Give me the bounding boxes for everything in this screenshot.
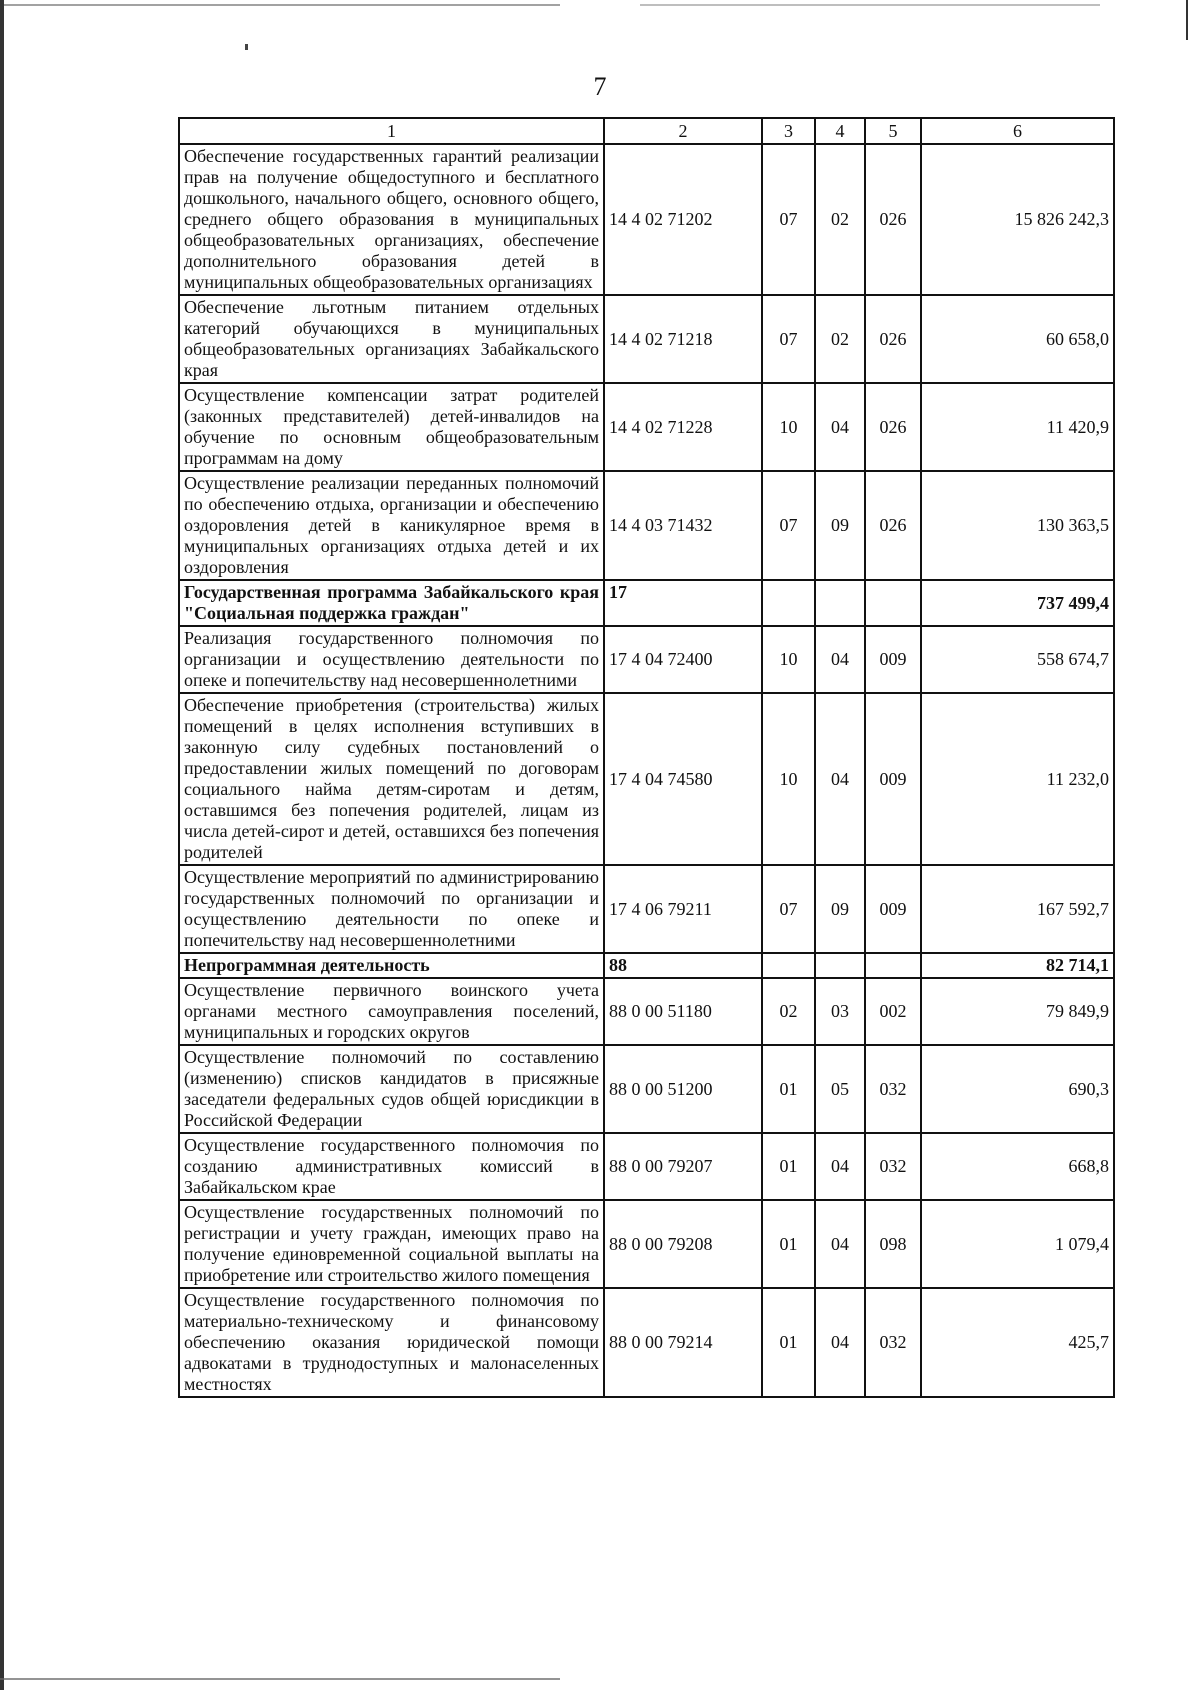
- row-expense-type-code: 026: [865, 295, 921, 383]
- row-subsection-code: 04: [815, 1200, 865, 1288]
- row-amount: 79 849,9: [921, 978, 1114, 1045]
- row-target-code: 88 0 00 79208: [604, 1200, 762, 1288]
- table-row: [179, 383, 1114, 471]
- row-amount: 11 420,9: [921, 383, 1114, 471]
- column-header: 4: [815, 118, 865, 144]
- row-target-code: 14 4 02 71202: [604, 144, 762, 295]
- table-row: [179, 626, 1114, 693]
- row-amount: 668,8: [921, 1133, 1114, 1200]
- row-target-code: 14 4 02 71228: [604, 383, 762, 471]
- row-amount: 130 363,5: [921, 471, 1114, 580]
- row-amount: 15 826 242,3: [921, 144, 1114, 295]
- page-number: 7: [593, 72, 607, 101]
- row-amount: 690,3: [921, 1045, 1114, 1133]
- row-section-code: 01: [762, 1045, 815, 1133]
- row-expense-type-code: 026: [865, 144, 921, 295]
- scan-edge-left: [0, 0, 4, 1690]
- table-row-total: [179, 953, 1114, 978]
- row-amount: 167 592,7: [921, 865, 1114, 953]
- row-subsection-code: 02: [815, 144, 865, 295]
- row-target-code: 17 4 04 74580: [604, 693, 762, 865]
- row-amount: 1 079,4: [921, 1200, 1114, 1288]
- row-section-code: 10: [762, 693, 815, 865]
- row-section-code: 07: [762, 471, 815, 580]
- row-description: Реализация государственного полномочия по организации и осуществлению деятельности по опеке и попечительству над несовершеннолетними: [179, 626, 604, 693]
- row-subsection-code: 09: [815, 471, 865, 580]
- row-description: Осуществление компенсации затрат родителей (законных представителей) детей-инвалидов на обучение по основным общеобразовательным программам на дому: [179, 383, 604, 471]
- row-amount: 11 232,0: [921, 693, 1114, 865]
- row-amount: 60 658,0: [921, 295, 1114, 383]
- row-subsection-code: [815, 580, 865, 626]
- table-row: [179, 1045, 1114, 1133]
- row-subsection-code: 04: [815, 1133, 865, 1200]
- row-target-code: 17: [604, 580, 762, 626]
- row-description: Государственная программа Забайкальского края "Социальная поддержка граждан": [179, 580, 604, 626]
- row-target-code: 88 0 00 79214: [604, 1288, 762, 1397]
- row-expense-type-code: 002: [865, 978, 921, 1045]
- row-expense-type-code: 032: [865, 1288, 921, 1397]
- row-expense-type-code: [865, 580, 921, 626]
- row-description: Осуществление первичного воинского учета органами местного самоуправления поселений, муниципальных и городских округов: [179, 978, 604, 1045]
- column-header: 3: [762, 118, 815, 144]
- row-expense-type-code: 032: [865, 1133, 921, 1200]
- scan-speck: [245, 44, 248, 50]
- row-description: Осуществление государственного полномочия по созданию административных комиссий в Забайкальском крае: [179, 1133, 604, 1200]
- table-header-row: [179, 118, 1114, 144]
- table-row: [179, 471, 1114, 580]
- row-description: Осуществление государственных полномочий по регистрации и учету граждан, имеющих право на получение единовременной социальной выплаты на приобретение или строительство жилого помещения: [179, 1200, 604, 1288]
- row-subsection-code: 04: [815, 693, 865, 865]
- row-target-code: 17 4 04 72400: [604, 626, 762, 693]
- row-description: Непрограммная деятельность: [179, 953, 604, 978]
- table-row: [179, 295, 1114, 383]
- column-header: 1: [179, 118, 604, 144]
- row-target-code: 88 0 00 51200: [604, 1045, 762, 1133]
- row-target-code: 88 0 00 79207: [604, 1133, 762, 1200]
- row-section-code: [762, 953, 815, 978]
- row-expense-type-code: 026: [865, 383, 921, 471]
- row-section-code: 07: [762, 865, 815, 953]
- row-subsection-code: 09: [815, 865, 865, 953]
- row-section-code: 07: [762, 144, 815, 295]
- row-amount: 737 499,4: [921, 580, 1114, 626]
- row-description: Обеспечение льготным питанием отдельных категорий обучающихся в муниципальных общеобразовательных организациях Забайкальского края: [179, 295, 604, 383]
- table-row: [179, 693, 1114, 865]
- row-section-code: 01: [762, 1133, 815, 1200]
- row-expense-type-code: 098: [865, 1200, 921, 1288]
- table-row: [179, 1200, 1114, 1288]
- scan-edge-right: [1186, 0, 1188, 40]
- row-subsection-code: 05: [815, 1045, 865, 1133]
- row-subsection-code: 04: [815, 383, 865, 471]
- row-expense-type-code: 032: [865, 1045, 921, 1133]
- row-subsection-code: 04: [815, 626, 865, 693]
- table-row: [179, 1133, 1114, 1200]
- row-section-code: 01: [762, 1200, 815, 1288]
- row-amount: 425,7: [921, 1288, 1114, 1397]
- row-description: Осуществление государственного полномочия по материально-техническому и финансовому обеспечению оказания юридической помощи адвокатами в труднодоступных и малонаселенных местностях: [179, 1288, 604, 1397]
- row-expense-type-code: [865, 953, 921, 978]
- row-target-code: 17 4 06 79211: [604, 865, 762, 953]
- row-subsection-code: 02: [815, 295, 865, 383]
- row-description: Осуществление полномочий по составлению (изменению) списков кандидатов в присяжные заседатели федеральных судов общей юрисдикции в Российской Федерации: [179, 1045, 604, 1133]
- row-section-code: 10: [762, 626, 815, 693]
- row-expense-type-code: 009: [865, 626, 921, 693]
- column-header: 6: [921, 118, 1114, 144]
- row-amount: 82 714,1: [921, 953, 1114, 978]
- scan-edge-bottom: [0, 1678, 560, 1680]
- table-row: [179, 144, 1114, 295]
- row-target-code: 88 0 00 51180: [604, 978, 762, 1045]
- budget-table: [178, 117, 1115, 1398]
- table-row: [179, 978, 1114, 1045]
- scan-edge-top: [0, 4, 1200, 6]
- row-subsection-code: 03: [815, 978, 865, 1045]
- row-expense-type-code: 009: [865, 865, 921, 953]
- table-row-total: [179, 580, 1114, 626]
- column-header: 5: [865, 118, 921, 144]
- table-row: [179, 865, 1114, 953]
- row-section-code: 07: [762, 295, 815, 383]
- row-target-code: 14 4 03 71432: [604, 471, 762, 580]
- row-subsection-code: 04: [815, 1288, 865, 1397]
- row-section-code: 10: [762, 383, 815, 471]
- row-target-code: 88: [604, 953, 762, 978]
- row-description: Осуществление мероприятий по администрированию государственных полномочий по организации и осуществлению деятельности по опеке и попечительству над несовершеннолетними: [179, 865, 604, 953]
- row-description: Осуществление реализации переданных полномочий по обеспечению отдыха, организации и обеспечению оздоровления детей в каникулярное время в муниципальных организациях отдыха детей и их оздоровления: [179, 471, 604, 580]
- row-expense-type-code: 009: [865, 693, 921, 865]
- column-header: 2: [604, 118, 762, 144]
- row-description: Обеспечение государственных гарантий реализации прав на получение общедоступного и бесплатного дошкольного, начального общего, основного общего, среднего общего образования в муниципальных общеобразовательных организациях, обеспечение дополнительного образования детей в муниципальных общеобразовательных организациях: [179, 144, 604, 295]
- table-row: [179, 1288, 1114, 1397]
- row-amount: 558 674,7: [921, 626, 1114, 693]
- row-section-code: [762, 580, 815, 626]
- row-section-code: 01: [762, 1288, 815, 1397]
- row-section-code: 02: [762, 978, 815, 1045]
- row-target-code: 14 4 02 71218: [604, 295, 762, 383]
- row-description: Обеспечение приобретения (строительства) жилых помещений в целях исполнения вступивших в законную силу судебных постановлений о предоставлении жилых помещений по договорам социального найма детям-сиротам и детям, оставшимся без попечения родителей, лицам из числа детей-сирот и детей, оставшихся без попечения родителей: [179, 693, 604, 865]
- row-expense-type-code: 026: [865, 471, 921, 580]
- row-subsection-code: [815, 953, 865, 978]
